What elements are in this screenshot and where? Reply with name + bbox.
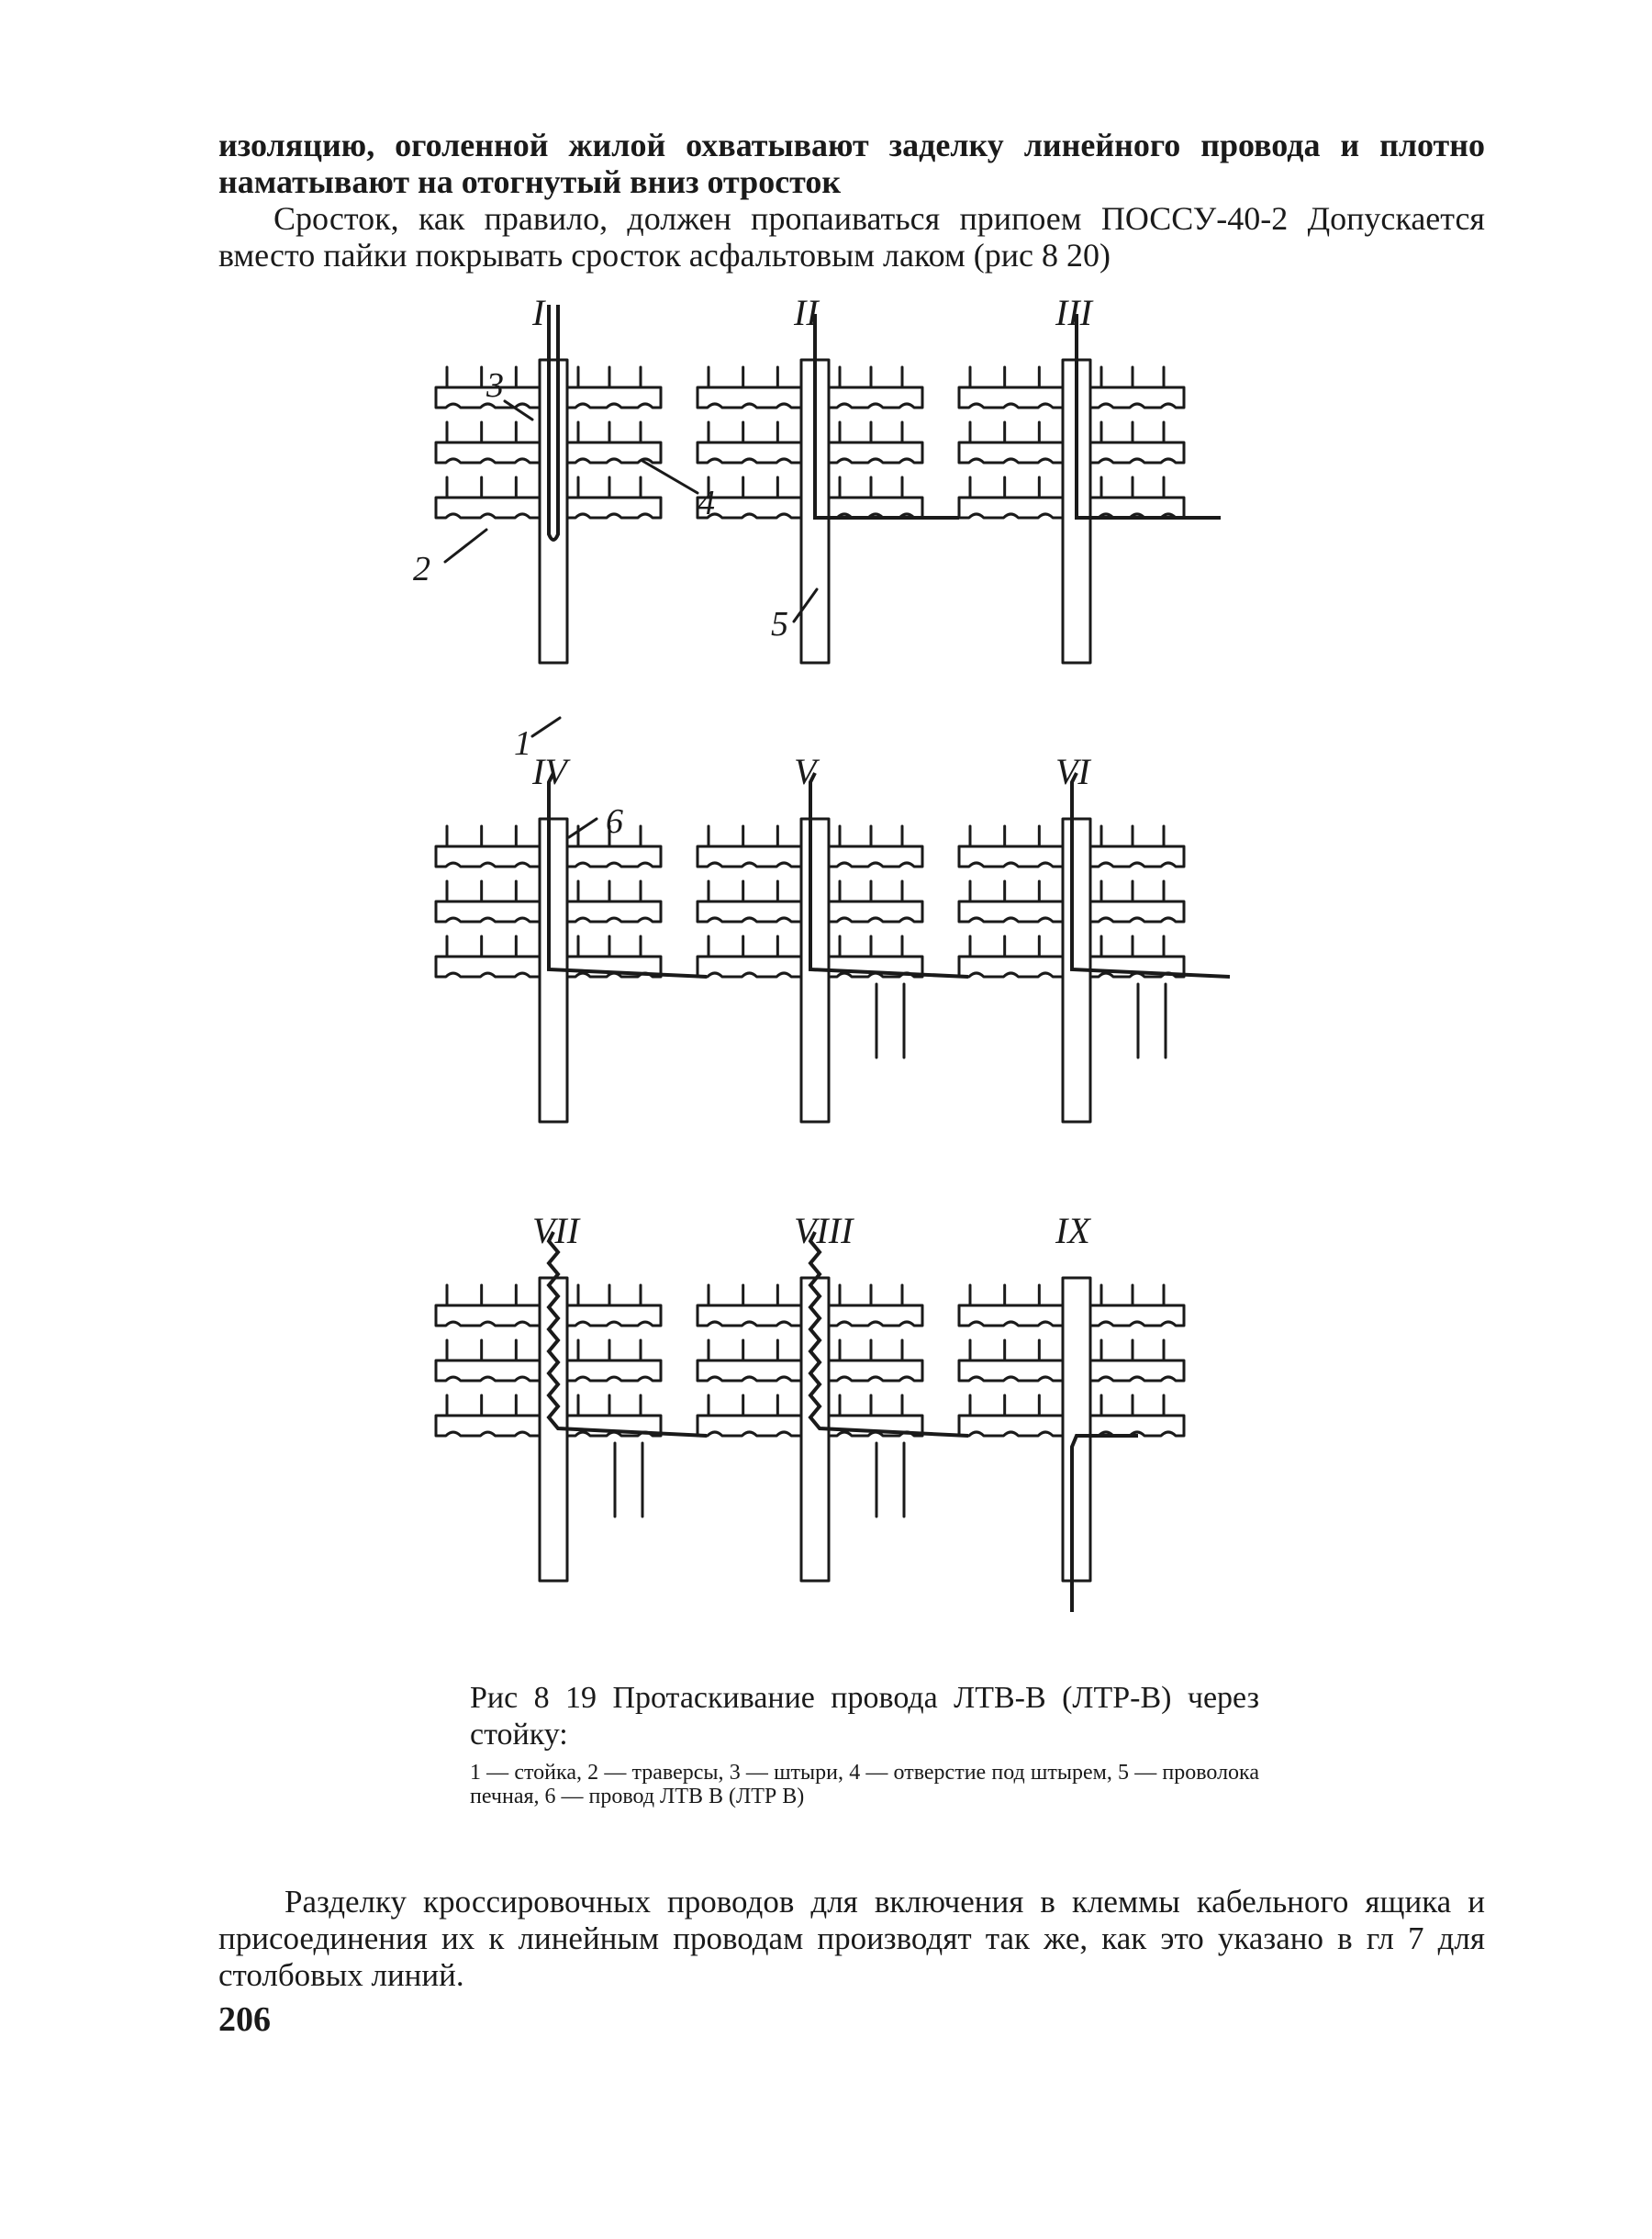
crossarm bbox=[959, 957, 1063, 977]
crossarm bbox=[1090, 1305, 1184, 1326]
crossarm bbox=[436, 498, 540, 518]
wire-in-pole bbox=[1077, 314, 1221, 518]
crossarm bbox=[959, 387, 1063, 408]
leader-line bbox=[445, 530, 486, 562]
panel-label: II bbox=[794, 292, 819, 333]
crossarm bbox=[1090, 846, 1184, 867]
leader-line bbox=[642, 461, 698, 493]
crossarm bbox=[959, 846, 1063, 867]
wire-in-pole bbox=[549, 305, 558, 540]
page-number: 206 bbox=[218, 2000, 271, 2039]
panel-label: I bbox=[532, 292, 545, 333]
wire-in-pole bbox=[1072, 773, 1230, 977]
caption-legend: 1 — стойка, 2 — траверсы, 3 — штыри, 4 — отверстие под штырем, 5 — проволока печная, 6 — провод ЛТВ В (ЛТР В) bbox=[470, 1761, 1259, 1808]
pole-panel-1 bbox=[436, 292, 661, 663]
crossarm bbox=[698, 901, 801, 922]
crossarm bbox=[567, 846, 661, 867]
pole-panel-4 bbox=[436, 751, 707, 1122]
callout-4: 4 bbox=[698, 484, 715, 522]
crossarm bbox=[1090, 1416, 1184, 1436]
panel-label: IV bbox=[532, 751, 567, 792]
paragraph-second: Сросток, как правило, должен пропаиваться припоем ПОССУ-40-2 Допускается вместо пайки покрывать сросток асфальтовым лаком (рис 8 20) bbox=[218, 200, 1485, 274]
leader-line bbox=[532, 718, 560, 736]
figure-caption bbox=[470, 1680, 1259, 1808]
wire-in-pole bbox=[1072, 1436, 1138, 1612]
crossarm bbox=[698, 1360, 801, 1381]
crossarm bbox=[829, 387, 922, 408]
crossarm bbox=[567, 901, 661, 922]
crossarm bbox=[829, 1305, 922, 1326]
pole-panel-6 bbox=[959, 751, 1230, 1122]
crossarm bbox=[436, 1305, 540, 1326]
panel-label: VII bbox=[532, 1210, 580, 1251]
crossarm bbox=[567, 498, 661, 518]
wire-in-pole bbox=[549, 1232, 707, 1436]
pole-panel-5 bbox=[698, 751, 968, 1122]
callout-2: 2 bbox=[413, 550, 430, 588]
panel-label: III bbox=[1055, 292, 1092, 333]
panel-label: VI bbox=[1055, 751, 1090, 792]
crossarm bbox=[829, 901, 922, 922]
crossarm bbox=[698, 442, 801, 463]
crossarm bbox=[959, 1360, 1063, 1381]
crossarm bbox=[959, 442, 1063, 463]
crossarm bbox=[959, 498, 1063, 518]
crossarm bbox=[1090, 498, 1184, 518]
crossarm bbox=[1090, 442, 1184, 463]
paragraph-top: изоляцию, оголенной жилой охватывают заделку линейного провода и плотно наматывают на отогнутый вниз отросток bbox=[218, 127, 1485, 200]
crossarm bbox=[436, 846, 540, 867]
crossarm bbox=[698, 846, 801, 867]
crossarm bbox=[829, 442, 922, 463]
crossarm bbox=[698, 957, 801, 977]
pole-panel-3 bbox=[959, 292, 1221, 663]
panel-label: V bbox=[794, 751, 817, 792]
callout-6: 6 bbox=[606, 802, 623, 841]
pole-body bbox=[1063, 1278, 1090, 1581]
crossarm bbox=[436, 901, 540, 922]
pole-panel-2 bbox=[698, 292, 959, 663]
figure-8-19 bbox=[413, 292, 1239, 1645]
crossarm bbox=[959, 1305, 1063, 1326]
crossarm bbox=[567, 387, 661, 408]
crossarm bbox=[698, 1305, 801, 1326]
crossarm bbox=[1090, 387, 1184, 408]
callout-3: 3 bbox=[486, 366, 504, 405]
wire-in-pole bbox=[810, 773, 968, 977]
crossarm bbox=[567, 1305, 661, 1326]
crossarm bbox=[959, 1416, 1063, 1436]
crossarm bbox=[1090, 1360, 1184, 1381]
panel-label: IX bbox=[1055, 1210, 1090, 1251]
crossarm bbox=[698, 1416, 801, 1436]
pole-body bbox=[540, 360, 567, 663]
crossarm bbox=[959, 901, 1063, 922]
crossarm bbox=[829, 846, 922, 867]
pole-panel-7 bbox=[436, 1210, 707, 1581]
leader-line bbox=[794, 589, 817, 621]
crossarm bbox=[436, 957, 540, 977]
crossarm bbox=[567, 1360, 661, 1381]
callout-5: 5 bbox=[771, 605, 788, 644]
figure-drawing bbox=[413, 292, 1239, 1645]
panel-label: VIII bbox=[794, 1210, 854, 1251]
crossarm bbox=[829, 1360, 922, 1381]
wire-in-pole bbox=[815, 314, 959, 518]
caption-title: Рис 8 19 Протаскивание провода ЛТВ-В (ЛТР-В) через стойку: bbox=[470, 1681, 1259, 1752]
paragraph-bottom: Разделку кроссировочных проводов для включения в клеммы кабельного ящика и присоединения их к линейным проводам производят так же, как это указано в гл 7 для столбовых линий. bbox=[218, 1884, 1485, 1993]
crossarm bbox=[1090, 901, 1184, 922]
wire-in-pole bbox=[810, 1232, 968, 1436]
crossarm bbox=[698, 387, 801, 408]
crossarm bbox=[436, 442, 540, 463]
crossarm bbox=[829, 498, 922, 518]
crossarm bbox=[567, 442, 661, 463]
callout-1: 1 bbox=[514, 724, 531, 763]
pole-panel-8 bbox=[698, 1210, 968, 1581]
crossarm bbox=[436, 1416, 540, 1436]
pole-panel-9 bbox=[959, 1210, 1184, 1612]
wire-in-pole bbox=[549, 773, 707, 977]
crossarm bbox=[436, 1360, 540, 1381]
leader-line bbox=[569, 819, 597, 837]
